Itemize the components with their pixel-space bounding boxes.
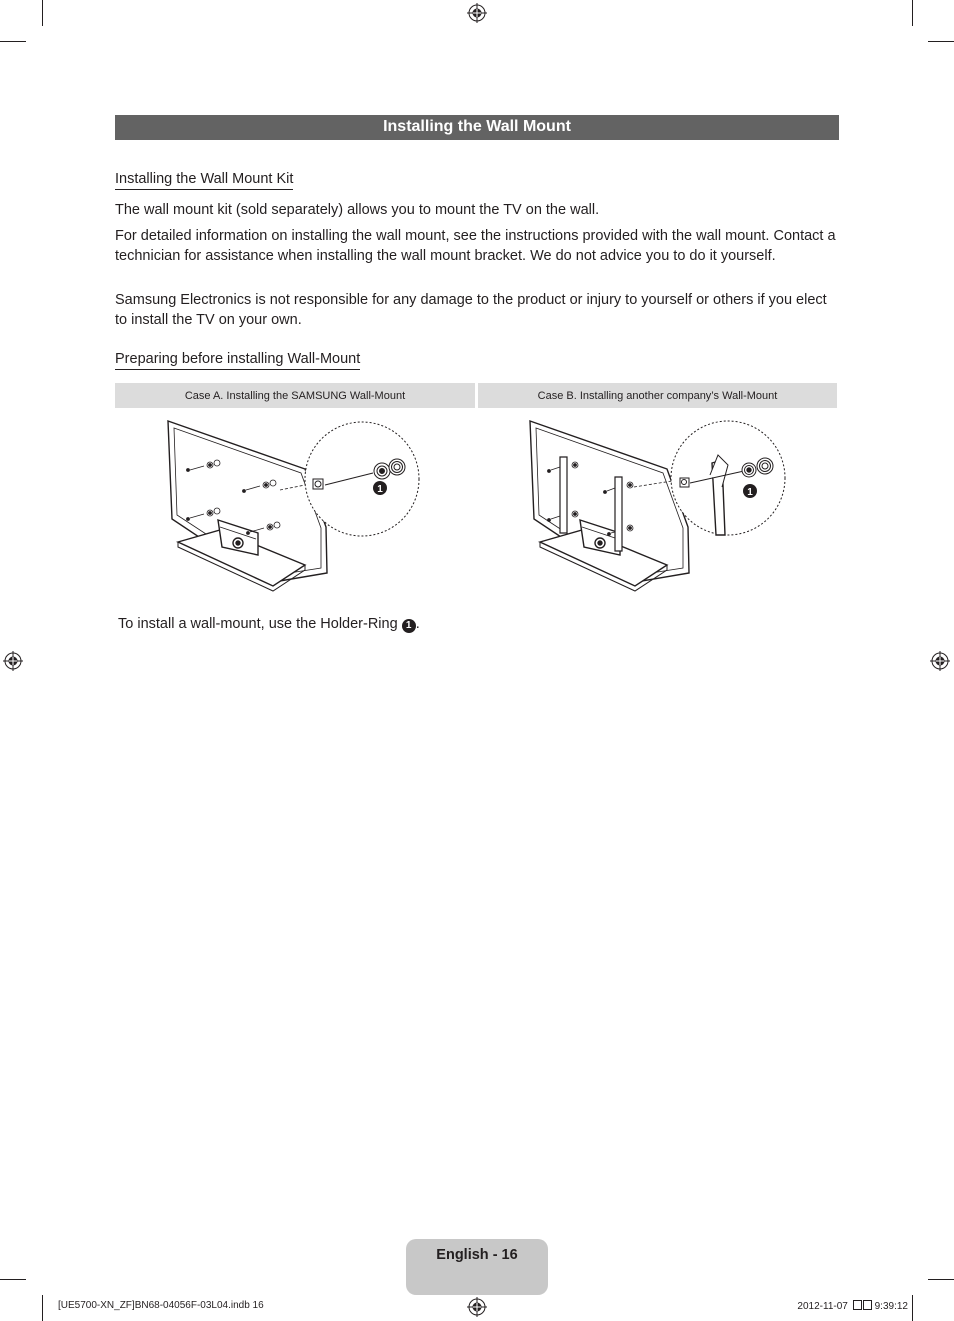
note-suffix: . bbox=[415, 616, 420, 632]
registration-mark-icon bbox=[467, 3, 487, 23]
case-a-header: Case A. Installing the SAMSUNG Wall-Mount bbox=[115, 383, 475, 408]
callout-number: 1 bbox=[377, 484, 383, 495]
preparing-heading: Preparing before installing Wall-Mount bbox=[115, 351, 360, 370]
case-b-header: Case B. Installing another company’s Wall-Mount bbox=[478, 383, 837, 408]
registration-mark-icon bbox=[467, 1297, 487, 1317]
kit-heading: Installing the Wall Mount Kit bbox=[115, 171, 293, 190]
page-number-tab: English - 16 bbox=[406, 1239, 548, 1295]
kit-paragraph: Samsung Electronics is not responsible for any damage to the product or injury to yourself or others if you elect to install the TV on your own. bbox=[115, 292, 827, 328]
kit-paragraph: For detailed information on installing the wall mount, see the instructions provided with the wall mount. Contact a technician for assistance when installing the wall mount bracket. We do not advice you to do it yourself. bbox=[115, 228, 836, 264]
crop-mark bbox=[928, 41, 954, 42]
crop-mark bbox=[912, 0, 913, 26]
crop-mark bbox=[928, 1279, 954, 1280]
crop-mark bbox=[912, 1295, 913, 1321]
crop-mark bbox=[42, 0, 43, 26]
crop-mark bbox=[0, 1279, 26, 1280]
print-slug-left: [UE5700-XN_ZF]BN68-04056F-03L04.indb 16 bbox=[58, 1300, 264, 1311]
callout-number: 1 bbox=[747, 487, 753, 498]
note-text: To install a wall-mount, use the Holder-Ring bbox=[118, 616, 402, 632]
kit-paragraph: The wall mount kit (sold separately) allows you to mount the TV on the wall. bbox=[115, 202, 600, 218]
case-a-illustration bbox=[160, 415, 430, 595]
registration-mark-icon bbox=[930, 651, 950, 671]
print-slug-right: 2012-11-07 9:39:12 bbox=[797, 1301, 908, 1312]
holder-ring-note bbox=[118, 615, 420, 634]
registration-mark-icon bbox=[3, 651, 23, 671]
case-b-illustration bbox=[522, 415, 792, 595]
section-title: Installing the Wall Mount bbox=[115, 115, 839, 140]
callout-badge: 1 bbox=[402, 619, 416, 633]
crop-mark bbox=[0, 41, 26, 42]
crop-mark bbox=[42, 1295, 43, 1321]
